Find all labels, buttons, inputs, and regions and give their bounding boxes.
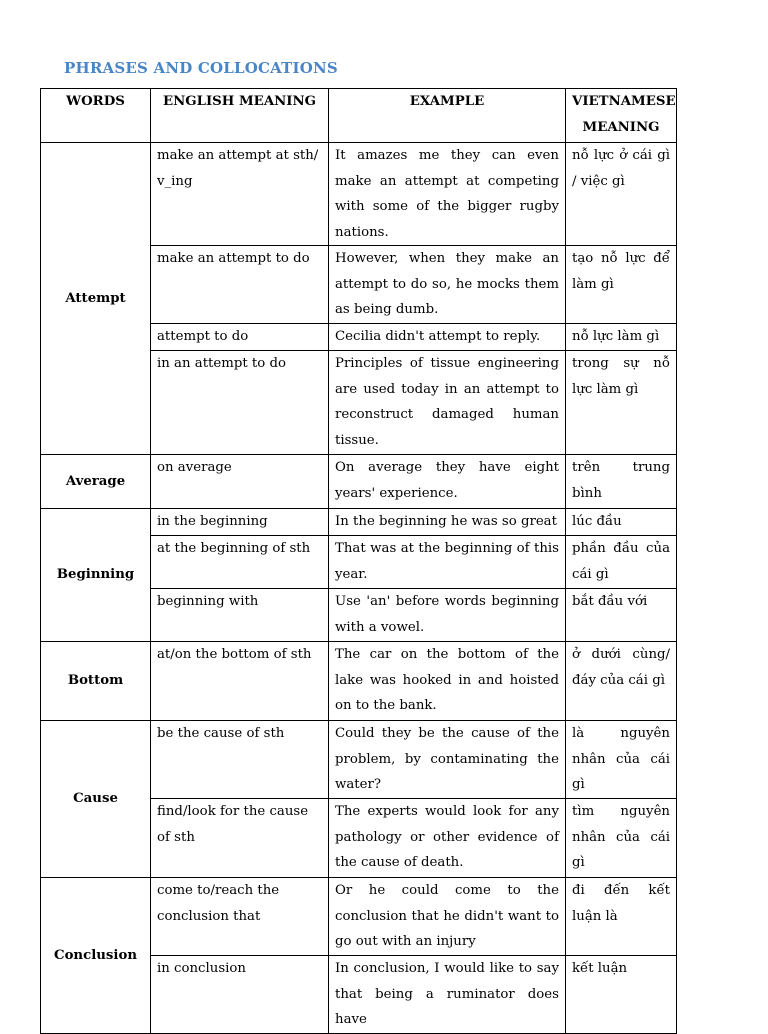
vietnamese-cell: là nguyên nhân của cái gì bbox=[566, 721, 677, 799]
example-cell: The car on the bottom of the lake was hooked in and hoisted on to the bank. bbox=[329, 642, 566, 721]
word-cell: Cause bbox=[41, 721, 151, 878]
vietnamese-cell: đi đến kết luận là bbox=[566, 878, 677, 956]
table-row bbox=[41, 509, 677, 536]
table-row bbox=[41, 878, 677, 956]
phrase-cell: attempt to do bbox=[151, 324, 329, 351]
example-cell: The experts would look for any pathology or other evidence of the cause of death. bbox=[329, 799, 566, 878]
vietnamese-cell: trên trung bình bbox=[566, 455, 677, 509]
document-title: PHRASES AND COLLOCATIONS bbox=[64, 59, 338, 77]
example-cell: However, when they make an attempt to do so, he mocks them as being dumb. bbox=[329, 246, 566, 324]
table-row bbox=[41, 143, 677, 246]
example-cell: Cecilia didn't attempt to reply. bbox=[329, 324, 566, 351]
vietnamese-cell: nỗ lực ở cái gì / việc gì bbox=[566, 143, 677, 246]
table-header-row bbox=[41, 89, 677, 143]
phrase-cell: at/on the bottom of sth bbox=[151, 642, 329, 721]
vietnamese-cell: nỗ lực làm gì bbox=[566, 324, 677, 351]
vietnamese-cell: bắt đầu với bbox=[566, 589, 677, 642]
phrase-cell: find/look for the cause of sth bbox=[151, 799, 329, 878]
header-vietnamese-meaning: VIETNAMESE MEANING bbox=[566, 89, 677, 143]
vietnamese-cell: trong sự nỗ lực làm gì bbox=[566, 351, 677, 455]
phrase-cell: on average bbox=[151, 455, 329, 509]
phrase-cell: at the beginning of sth bbox=[151, 536, 329, 589]
vietnamese-cell: ở dưới cùng/đáy của cái gì bbox=[566, 642, 677, 721]
vietnamese-cell: tạo nỗ lực để làm gì bbox=[566, 246, 677, 324]
example-cell: Use 'an' before words beginning with a vowel. bbox=[329, 589, 566, 642]
phrase-cell: beginning with bbox=[151, 589, 329, 642]
word-cell: Attempt bbox=[41, 143, 151, 455]
phrase-cell: come to/reach the conclusion that bbox=[151, 878, 329, 956]
example-cell: In the beginning he was so great bbox=[329, 509, 566, 536]
header-words: WORDS bbox=[41, 89, 151, 143]
vietnamese-cell: lúc đầu bbox=[566, 509, 677, 536]
phrase-cell: make an attempt at sth/ v_ing bbox=[151, 143, 329, 246]
table-row bbox=[41, 455, 677, 509]
header-example: EXAMPLE bbox=[329, 89, 566, 143]
collocations-table bbox=[40, 88, 677, 1034]
example-cell: Principles of tissue engineering are used today in an attempt to reconstruct damaged human tissue. bbox=[329, 351, 566, 455]
vietnamese-cell: phần đầu của cái gì bbox=[566, 536, 677, 589]
word-cell: Bottom bbox=[41, 642, 151, 721]
table-row bbox=[41, 721, 677, 799]
example-cell: It amazes me they can even make an attempt at competing with some of the bigger rugby nations. bbox=[329, 143, 566, 246]
word-cell: Conclusion bbox=[41, 878, 151, 1034]
table-row bbox=[41, 642, 677, 721]
phrase-cell: be the cause of sth bbox=[151, 721, 329, 799]
phrase-cell: in conclusion bbox=[151, 956, 329, 1034]
word-cell: Beginning bbox=[41, 509, 151, 642]
header-english-meaning: ENGLISH MEANING bbox=[151, 89, 329, 143]
example-cell: On average they have eight years' experience. bbox=[329, 455, 566, 509]
phrase-cell: make an attempt to do bbox=[151, 246, 329, 324]
example-cell: Or he could come to the conclusion that he didn't want to go out with an injury bbox=[329, 878, 566, 956]
example-cell: Could they be the cause of the problem, by contaminating the water? bbox=[329, 721, 566, 799]
example-cell: In conclusion, I would like to say that being a ruminator does have bbox=[329, 956, 566, 1034]
word-cell: Average bbox=[41, 455, 151, 509]
phrase-cell: in an attempt to do bbox=[151, 351, 329, 455]
phrase-cell: in the beginning bbox=[151, 509, 329, 536]
vietnamese-cell: kết luận bbox=[566, 956, 677, 1034]
example-cell: That was at the beginning of this year. bbox=[329, 536, 566, 589]
vietnamese-cell: tìm nguyên nhân của cái gì bbox=[566, 799, 677, 878]
